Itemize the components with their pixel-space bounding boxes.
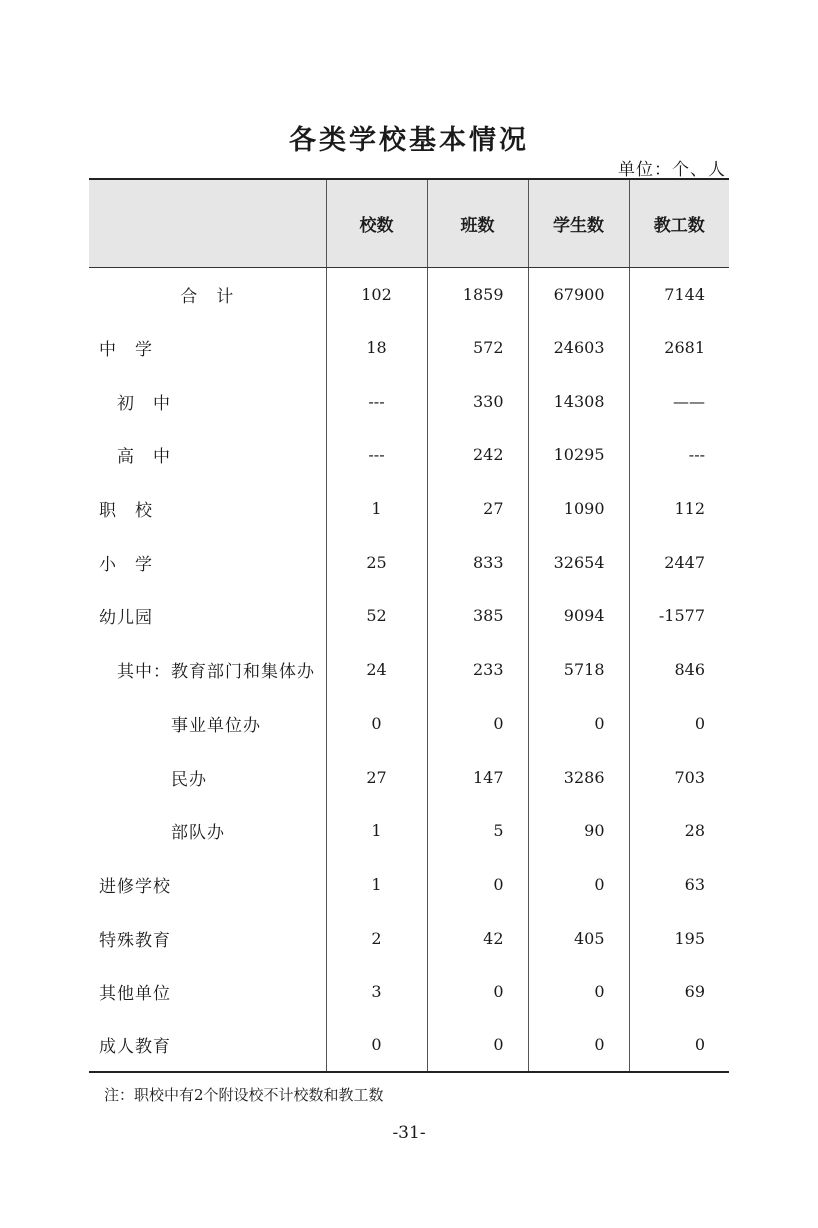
cell-schools: 0	[326, 697, 427, 751]
footnote: 注：职校中有2个附设校不计校数和教工数	[104, 1086, 384, 1104]
cell-classes: 233	[427, 643, 528, 697]
cell-classes: 0	[427, 697, 528, 751]
table-row	[89, 482, 729, 536]
cell-students: 0	[528, 965, 629, 1019]
row-label: 部队办	[171, 823, 225, 844]
row-label: 事业单位办	[171, 715, 261, 736]
row-label: 合 计	[180, 286, 235, 307]
school-stats-table	[89, 178, 729, 1073]
cell-staff: 0	[629, 1019, 729, 1073]
table-row	[89, 428, 729, 482]
cell-staff: 703	[629, 750, 729, 804]
cell-staff: ——	[629, 374, 729, 428]
cell-staff: 195	[629, 911, 729, 965]
cell-staff: ---	[629, 428, 729, 482]
row-label: 初 中	[117, 393, 171, 414]
cell-schools: 24	[326, 643, 427, 697]
cell-staff: 2447	[629, 535, 729, 589]
table-row	[89, 697, 729, 751]
unit-label: 单位：个、人	[618, 160, 726, 180]
cell-staff: 846	[629, 643, 729, 697]
cell-staff: -1577	[629, 589, 729, 643]
cell-schools: ---	[326, 428, 427, 482]
table-row	[89, 1019, 729, 1073]
cell-students: 32654	[528, 535, 629, 589]
cell-students: 405	[528, 911, 629, 965]
cell-classes: 242	[427, 428, 528, 482]
cell-staff: 69	[629, 965, 729, 1019]
row-label: 特殊教育	[99, 930, 171, 951]
row-label: 其中：教育部门和集体办	[117, 662, 315, 683]
row-label: 中 学	[99, 340, 153, 361]
header-corner	[89, 179, 326, 267]
cell-staff: 63	[629, 858, 729, 912]
cell-classes: 1859	[427, 267, 528, 321]
table-row	[89, 535, 729, 589]
table-row	[89, 374, 729, 428]
header-classes: 班数	[427, 179, 528, 267]
row-label: 其他单位	[99, 984, 171, 1005]
cell-students: 0	[528, 858, 629, 912]
table-row	[89, 321, 729, 375]
cell-classes: 0	[427, 858, 528, 912]
table-row	[89, 267, 729, 321]
cell-classes: 42	[427, 911, 528, 965]
page-number: -31-	[392, 1123, 426, 1143]
cell-schools: 52	[326, 589, 427, 643]
cell-students: 1090	[528, 482, 629, 536]
cell-students: 67900	[528, 267, 629, 321]
table-body	[89, 267, 729, 1072]
table-row	[89, 643, 729, 697]
cell-classes: 330	[427, 374, 528, 428]
table-row	[89, 965, 729, 1019]
header-staff: 教工数	[629, 179, 729, 267]
page-title: 各类学校基本情况	[289, 125, 529, 156]
cell-schools: 1	[326, 482, 427, 536]
cell-students: 9094	[528, 589, 629, 643]
row-label: 职 校	[99, 501, 153, 522]
cell-classes: 0	[427, 965, 528, 1019]
row-label: 高 中	[117, 447, 171, 468]
cell-students: 14308	[528, 374, 629, 428]
cell-classes: 385	[427, 589, 528, 643]
cell-classes: 833	[427, 535, 528, 589]
cell-schools: 102	[326, 267, 427, 321]
cell-staff: 28	[629, 804, 729, 858]
cell-students: 3286	[528, 750, 629, 804]
cell-schools: 0	[326, 1019, 427, 1073]
cell-classes: 5	[427, 804, 528, 858]
table-header-row	[89, 179, 729, 267]
cell-schools: 3	[326, 965, 427, 1019]
cell-staff: 2681	[629, 321, 729, 375]
cell-schools: 25	[326, 535, 427, 589]
table-row	[89, 750, 729, 804]
header-students: 学生数	[528, 179, 629, 267]
cell-classes: 147	[427, 750, 528, 804]
cell-students: 10295	[528, 428, 629, 482]
cell-schools: 18	[326, 321, 427, 375]
cell-students: 24603	[528, 321, 629, 375]
row-label: 幼儿园	[99, 608, 153, 629]
table-row	[89, 589, 729, 643]
table-row	[89, 804, 729, 858]
row-label: 进修学校	[99, 876, 171, 897]
cell-students: 0	[528, 1019, 629, 1073]
cell-staff: 112	[629, 482, 729, 536]
row-label: 民办	[171, 769, 207, 790]
cell-classes: 27	[427, 482, 528, 536]
cell-students: 90	[528, 804, 629, 858]
cell-classes: 0	[427, 1019, 528, 1073]
cell-classes: 572	[427, 321, 528, 375]
cell-schools: 1	[326, 804, 427, 858]
cell-students: 0	[528, 697, 629, 751]
cell-staff: 0	[629, 697, 729, 751]
header-schools: 校数	[326, 179, 427, 267]
table-row	[89, 858, 729, 912]
cell-schools: 1	[326, 858, 427, 912]
cell-students: 5718	[528, 643, 629, 697]
cell-schools: ---	[326, 374, 427, 428]
table-row	[89, 911, 729, 965]
row-label: 小 学	[99, 554, 153, 575]
cell-schools: 2	[326, 911, 427, 965]
row-label: 成人教育	[99, 1037, 171, 1058]
cell-staff: 7144	[629, 267, 729, 321]
cell-schools: 27	[326, 750, 427, 804]
